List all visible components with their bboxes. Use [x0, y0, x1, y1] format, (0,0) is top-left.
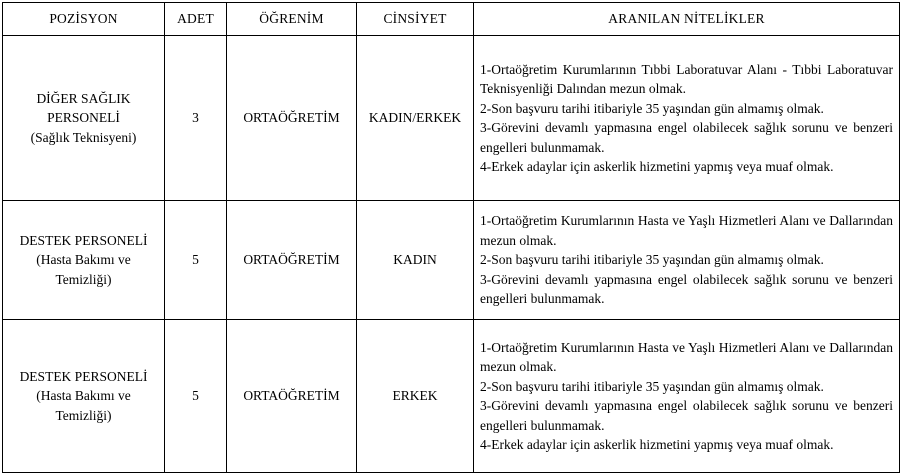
header-gender: CİNSİYET	[357, 3, 474, 36]
table-row	[3, 36, 900, 201]
table-row	[3, 201, 900, 320]
requirements-cell	[474, 36, 900, 201]
gender-cell: KADIN/ERKEK	[357, 36, 474, 201]
requirement-item: 3-Görevini devamlı yapmasına engel olabilecek sağlık sorunu ve benzeri engelleri bulunmamak.	[480, 120, 893, 155]
header-row	[3, 3, 900, 36]
positions-table-wrapper	[2, 2, 900, 473]
education-cell: ORTAÖĞRETİM	[227, 320, 357, 473]
requirements-cell	[474, 201, 900, 320]
requirement-item: 2-Son başvuru tarihi itibariyle 35 yaşından gün almamış olmak.	[480, 100, 824, 116]
count-cell: 3	[165, 36, 227, 201]
position-line: DİĞER SAĞLIK	[36, 90, 131, 106]
position-line: DESTEK PERSONELİ	[19, 368, 148, 384]
position-subtitle: (Hasta Bakımı ve	[36, 252, 131, 268]
requirement-item: 3-Görevini devamlı yapmasına engel olabilecek sağlık sorunu ve benzeri engelleri bulunmamak.	[480, 271, 893, 307]
requirements-cell	[474, 320, 900, 473]
education-cell: ORTAÖĞRETİM	[227, 36, 357, 201]
header-position: POZİSYON	[3, 3, 165, 36]
header-education: ÖĞRENİM	[227, 3, 357, 36]
header-count: ADET	[165, 3, 227, 36]
requirement-item: 4-Erkek adaylar için askerlik hizmetini yapmış veya muaf olmak.	[480, 159, 834, 174]
requirement-item: 2-Son başvuru tarihi itibariyle 35 yaşından gün almamış olmak.	[480, 252, 824, 268]
position-cell	[3, 36, 165, 201]
position-subtitle: Temizliği)	[55, 271, 112, 287]
position-subtitle: (Sağlık Teknisyeni)	[30, 129, 137, 145]
requirement-item: 1-Ortaöğretim Kurumlarının Hasta ve Yaşlı Hizmetleri Alanı ve Dallarından mezun olmak.	[480, 213, 893, 248]
position-line: PERSONELİ	[47, 110, 120, 126]
count-cell: 5	[165, 320, 227, 473]
gender-cell: KADIN	[357, 201, 474, 320]
position-line: DESTEK PERSONELİ	[19, 232, 148, 248]
position-subtitle: (Hasta Bakımı ve	[36, 388, 131, 404]
requirement-item: 2-Son başvuru tarihi itibariyle 35 yaşından gün almamış olmak.	[480, 378, 824, 394]
requirement-item: 1-Ortaöğretim Kurumlarının Hasta ve Yaşlı Hizmetleri Alanı ve Dallarından mezun olmak.	[480, 339, 893, 374]
header-requirements: ARANILAN NİTELİKLER	[474, 3, 900, 36]
count-cell: 5	[165, 201, 227, 320]
positions-table	[2, 2, 900, 473]
table-row	[3, 320, 900, 473]
position-cell	[3, 201, 165, 320]
requirement-item: 1-Ortaöğretim Kurumlarının Tıbbi Laboratuvar Alanı - Tıbbi Laboratuvar Teknisyenliği Dalından mezun olmak.	[480, 61, 893, 96]
gender-cell: ERKEK	[357, 320, 474, 473]
requirement-item: 4-Erkek adaylar için askerlik hizmetini yapmış veya muaf olmak.	[480, 437, 834, 452]
position-cell	[3, 320, 165, 473]
position-subtitle: Temizliği)	[55, 407, 112, 423]
education-cell: ORTAÖĞRETİM	[227, 201, 357, 320]
requirement-item: 3-Görevini devamlı yapmasına engel olabilecek sağlık sorunu ve benzeri engelleri bulunmamak.	[480, 398, 893, 433]
